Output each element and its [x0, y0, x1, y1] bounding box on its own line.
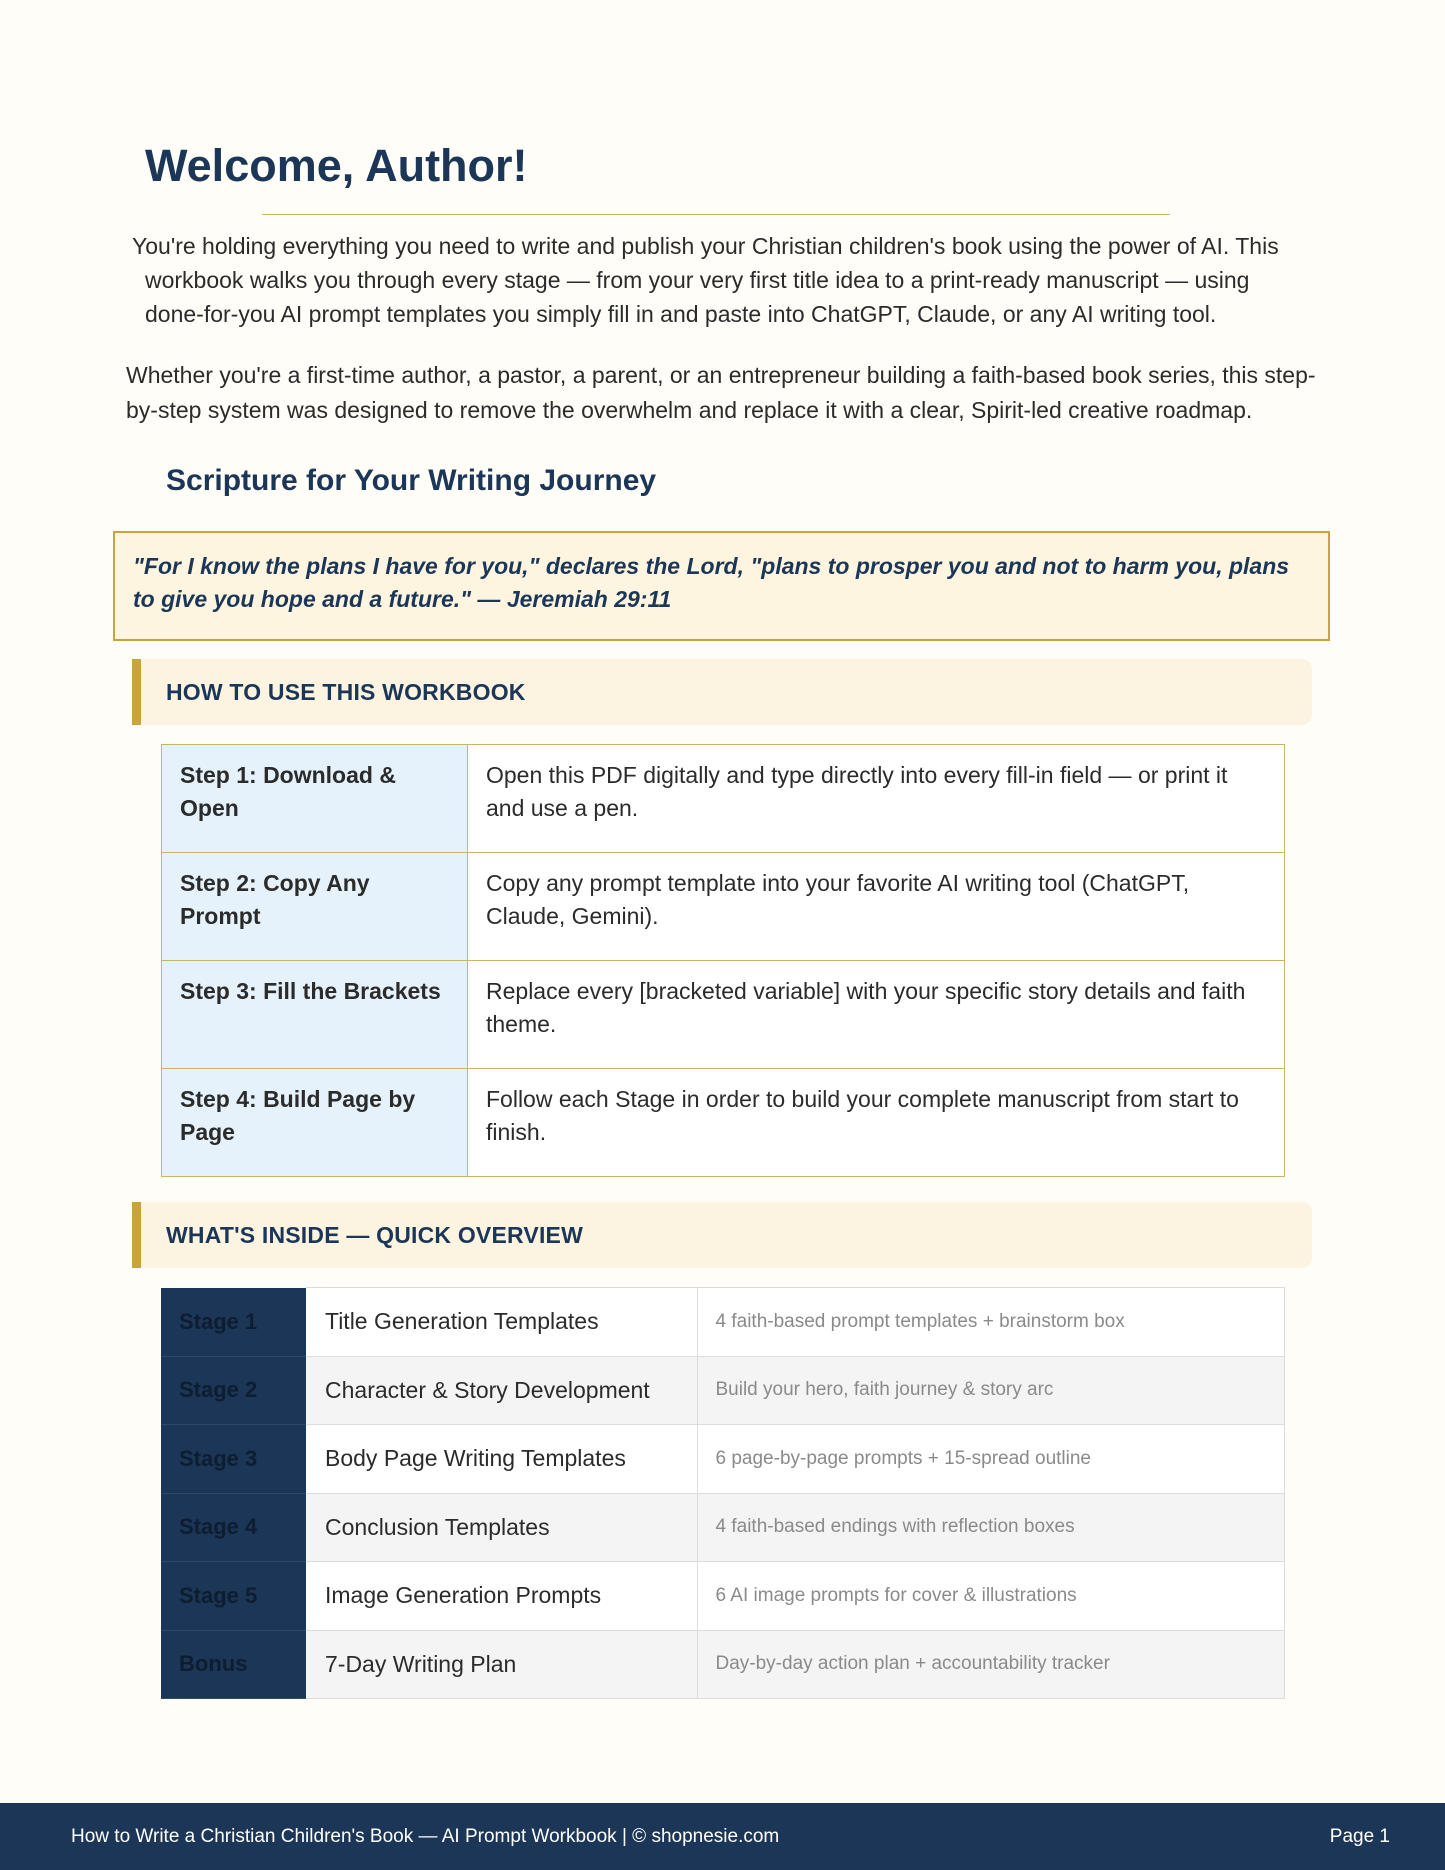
stage-label: Stage 4 — [161, 1493, 306, 1562]
step-row — [162, 961, 1285, 1069]
audience-paragraph: Whether you're a first-time author, a pastor, a parent, or an entrepreneur building a faith-based book series, this step-by-step system was designed to remove the overwhelm and replace it with a clear, Spirit-led creative roadmap. — [126, 362, 1316, 423]
stage-description: 4 faith-based prompt templates + brainstorm box — [697, 1288, 1285, 1357]
overview-row — [161, 1288, 1285, 1357]
how-to-use-heading: HOW TO USE THIS WORKBOOK — [166, 678, 526, 705]
step-name: Step 4: Build Page by Page — [162, 1069, 468, 1177]
overview-row — [161, 1562, 1285, 1631]
whats-inside-banner — [132, 1202, 1312, 1268]
step-name: Step 2: Copy Any Prompt — [162, 853, 468, 961]
intro-line: You're holding everything you need to write and publish your Christian children's book using the power of AI. This — [132, 233, 1279, 259]
stage-description: Day-by-day action plan + accountability tracker — [697, 1630, 1285, 1699]
whats-inside-heading: WHAT'S INSIDE — QUICK OVERVIEW — [166, 1221, 583, 1248]
stage-label: Stage 5 — [161, 1562, 306, 1631]
step-row — [162, 853, 1285, 961]
step-row — [162, 1069, 1285, 1177]
page-title: Welcome, Author! — [145, 140, 528, 191]
overview-row — [161, 1356, 1285, 1425]
page-footer — [0, 1803, 1445, 1870]
stage-label: Stage 2 — [161, 1356, 306, 1425]
stage-description: 4 faith-based endings with reflection boxes — [697, 1493, 1285, 1562]
overview-row — [161, 1425, 1285, 1494]
step-description: Copy any prompt template into your favorite AI writing tool (ChatGPT, Claude, Gemini). — [468, 853, 1285, 961]
overview-row — [161, 1630, 1285, 1699]
stage-title: Title Generation Templates — [306, 1288, 697, 1357]
stage-title: Character & Story Development — [306, 1356, 697, 1425]
intro-paragraph — [132, 229, 1322, 331]
stage-description: Build your hero, faith journey & story arc — [697, 1356, 1285, 1425]
scripture-heading: Scripture for Your Writing Journey — [166, 464, 657, 497]
footer-title: How to Write a Christian Children's Book — AI Prompt Workbook | © shopnesie.com — [71, 1825, 780, 1847]
step-description: Replace every [bracketed variable] with your specific story details and faith theme. — [468, 961, 1285, 1069]
step-name: Step 3: Fill the Brackets — [162, 961, 468, 1069]
stage-title: Image Generation Prompts — [306, 1562, 697, 1631]
stage-description: 6 page-by-page prompts + 15-spread outline — [697, 1425, 1285, 1494]
step-description: Open this PDF digitally and type directly into every fill-in field — or print it and use a pen. — [468, 745, 1285, 853]
page-number: Page 1 — [1329, 1825, 1390, 1847]
overview-row — [161, 1493, 1285, 1562]
intro-line: done-for-you AI prompt templates you simply fill in and paste into ChatGPT, Claude, or any AI writing tool. — [145, 301, 1217, 327]
stage-title: 7-Day Writing Plan — [306, 1630, 697, 1699]
steps-table — [161, 744, 1285, 1177]
how-to-use-banner — [132, 659, 1312, 725]
stage-title: Body Page Writing Templates — [306, 1425, 697, 1494]
step-description: Follow each Stage in order to build your complete manuscript from start to finish. — [468, 1069, 1285, 1177]
stage-description: 6 AI image prompts for cover & illustrations — [697, 1562, 1285, 1631]
overview-table — [161, 1287, 1285, 1699]
stage-label: Stage 3 — [161, 1425, 306, 1494]
intro-line: workbook walks you through every stage — from your very first title idea to a print-ready manuscript — using — [145, 267, 1250, 293]
scripture-quote: "For I know the plans I have for you," declares the Lord, "plans to prosper you and not to harm you, plans to give you hope and a future." — Jeremiah 29:11 — [113, 531, 1330, 641]
title-divider — [262, 214, 1170, 215]
stage-label: Bonus — [161, 1630, 306, 1699]
stage-label: Stage 1 — [161, 1288, 306, 1357]
step-name: Step 1: Download & Open — [162, 745, 468, 853]
step-row — [162, 745, 1285, 853]
stage-title: Conclusion Templates — [306, 1493, 697, 1562]
